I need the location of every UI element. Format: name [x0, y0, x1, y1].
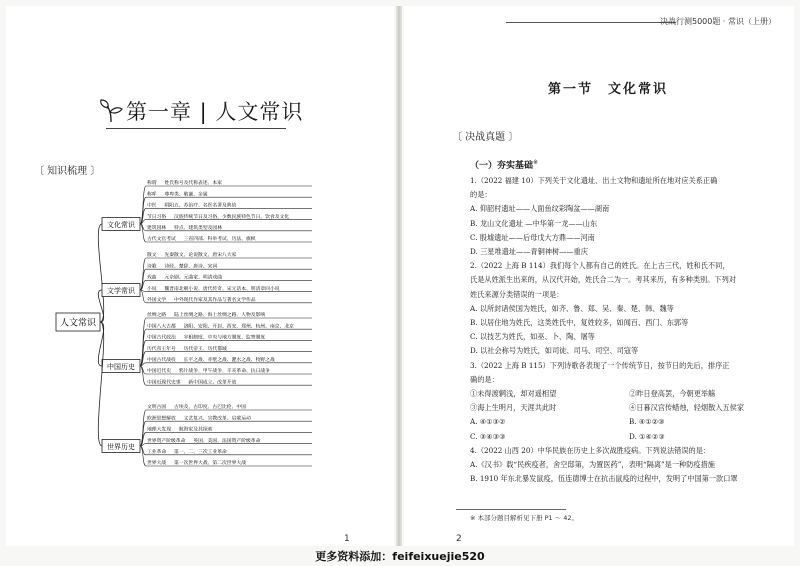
question-line: C. 以技艺为姓氏，如巫、卜、陶、屠等 — [470, 332, 595, 342]
page-number-left: 1 — [344, 534, 350, 544]
running-head-rule — [506, 22, 676, 23]
question-line: B. 以居住地为姓氏，这类姓氏中，复姓较多，如闻百、西门、东郭等 — [470, 318, 689, 328]
leaf-item: 散文 先秦散文、论说散文、唐宋八大家 — [147, 253, 237, 259]
leaf-item: 节日习俗 汉族传统节日及习俗，少数民族特色节日，饮食及文化 — [147, 214, 290, 220]
branch-connector — [140, 366, 146, 374]
branch-connector — [140, 366, 146, 385]
book-gutter — [396, 6, 402, 546]
footnote: ※ 本部分题目解析见下册 P1 ～ 42。 — [470, 514, 579, 522]
leaf-item: 文明古国 古埃及、古印度、古巴比伦、中国 — [147, 405, 246, 411]
branch-node-label: 文学常识 — [107, 287, 135, 295]
answer-choice-row — [470, 415, 788, 429]
question-line: 4.（2022 山西 20）中华民族在历史上多次战胜疫病。下列说法错误的是： — [470, 445, 711, 455]
leaf-item: 小说 魏晋南北朝小说、唐代传奇、宋元话本、明清章回小说 — [147, 286, 280, 292]
leaf-item: 欧洲思想解放 文艺复兴、宗教改革、启蒙运动 — [147, 416, 251, 422]
leaf-item: 建筑园林 特点、建筑类型及园林 — [147, 226, 223, 231]
question-line: A.《汉书》载“民疾疫者，舍空邸第，为置医药”，表明“隔离”是一种防疫措施 — [470, 460, 715, 470]
leaf-item: 丝绸之路 陆上丝绸之路、海上丝绸之路、人物及影响 — [147, 313, 266, 319]
poem-option: ②昨日登高罢，今朝更举觞 — [629, 389, 716, 399]
branch-node-label: 文化常识 — [107, 221, 135, 229]
question-line: 3.（2022 上海 B 115）下列诗歌各表现了一个传统节日，按节日的先后，排序正 — [470, 360, 730, 370]
subheading — [470, 158, 538, 171]
question-line: 确的是： — [470, 374, 499, 384]
poem-option-row — [470, 387, 788, 401]
poem-option: ①未得渡辋浅，却对遥相望 — [470, 389, 557, 399]
root-connector — [98, 322, 103, 446]
answer-choice: C. ③④③③ — [470, 431, 506, 441]
root-node-label: 人文常识 — [59, 318, 97, 329]
question-line: 2.（2022 上海 B 114）我们每个人都有自己的姓氏。在上古三代，姓和氏不同， — [470, 261, 730, 271]
branch-connector — [140, 186, 146, 224]
right-page — [404, 6, 794, 546]
poem-option: ④日暮汉宫传蜡烛，轻烟散入五侯家 — [629, 403, 745, 413]
question-line: B. 龙山文化遗址 —中华第一龙——山东 — [470, 218, 598, 228]
leaf-item: 称谓 姓氏称号及代称表述、本家 — [147, 181, 223, 187]
knowledge-section-label: 〔 知识梳理 〕 — [34, 166, 101, 177]
question-line: 1.（2022 福建 10）下列关于文化遗址、出土文物和遗址所在地对应关系正确 — [470, 176, 718, 185]
question-line: A. 以所封诸侯国为姓氏，如齐、鲁、郑、吴、秦、楚、韩、魏等 — [470, 303, 674, 313]
poem-option-row — [470, 401, 788, 415]
chapter-underline — [106, 128, 286, 129]
mind-map — [6, 6, 394, 546]
leaf-item: 戏曲 元杂剧、元曲家、明清戏曲 — [147, 275, 223, 281]
answer-choice-row — [470, 430, 788, 444]
exam-section-label: 〔 决战真题 〕 — [452, 132, 519, 143]
leaf-item: 诗歌 诗经、楚辞、唐诗、宋词 — [147, 264, 218, 270]
subheading-text: （一）夯实基础 — [470, 161, 534, 171]
left-page — [6, 6, 394, 546]
question-line: 氏是从姓派生出来的，从汉代开始，姓氏合二为一。考其来历，有多种类别。下列对 — [470, 275, 736, 285]
leaf-item: 中国古代政治 宰相制度、中央与地方制度、监察制度 — [147, 335, 266, 341]
answer-choice: A. ④①③② — [470, 417, 506, 427]
footnote-mark: ※ — [533, 159, 539, 166]
leaf-item: 地理大发现 航海家及其探索 — [147, 427, 213, 433]
leaf-item: 中医 阴阳五、苏治疗、名医名著及典故 — [147, 203, 237, 209]
footnote-rule — [456, 509, 566, 510]
question-line: D. 以社会称号为姓氏，如司徒、司马、司空、司寇等 — [470, 346, 639, 356]
chapter-title: 第一章 | 人文常识 — [126, 100, 304, 124]
footer-ad: 更多资料添加：feifeixuejie520 — [315, 550, 485, 563]
answer-choice: B. ④①②③ — [629, 417, 665, 427]
leaf-item: 外国文学 中外现代作家及其作品与著名文学作品 — [147, 298, 256, 303]
leaf-item: 中国八大古都 洛阳、安阳、开封、西安、郑州、杭州、南京、北京 — [147, 324, 294, 330]
leaf-item: 工业革命 第一、二、三次工业革命 — [147, 450, 227, 455]
question-line: D. 三星堆遗址——青铜神树——重庆 — [470, 247, 588, 257]
branch-connector — [140, 446, 146, 466]
sprout-icon — [98, 98, 124, 124]
poem-option: ③海上生明月，天涯共此时 — [470, 403, 557, 413]
page-number-right: 2 — [456, 534, 462, 544]
question-line: 姓氏来源分类错误的一项是： — [470, 289, 564, 299]
leaf-item: 中国近代史 鸦片战争、甲午战争、辛亥革命、抗日战争 — [147, 369, 270, 375]
leaf-item: 中国古代战役 长平之战、赤壁之战、淝水之战、牧野之战 — [147, 358, 275, 363]
leaf-item: 中国近现代史事 新中国成立、改革开放 — [147, 380, 237, 386]
question-line: B. 1910 年东北暴发鼠疫，伍连德博士在抗击鼠疫的过程中，发明了中国第一款口罩 — [470, 474, 738, 484]
branch-node-label: 中国历史 — [107, 363, 135, 371]
answer-choice: D. ①④②③ — [629, 431, 665, 441]
leaf-item: 世界大战 第一次世界大战、第二次世界大战 — [147, 461, 246, 467]
leaf-item: 古代文官考试 三省四部、科举考试、历法、旗帜 — [147, 237, 256, 243]
leaf-item: 称呼 尊卑类、敬谦、亲属 — [147, 192, 208, 198]
running-head: 决战行测5000题 · 常识（上册） — [660, 17, 776, 26]
section-title: 第一节 文化常识 — [548, 82, 669, 97]
leaf-item: 历代帝王年号 历代帝王、历代都城 — [147, 346, 227, 352]
branch-node-label: 世界历史 — [107, 443, 135, 451]
chapter-heading — [98, 96, 303, 126]
question-line: 的是： — [470, 190, 492, 200]
branch-connector — [140, 290, 146, 303]
branch-connector — [140, 224, 146, 231]
leaf-item: 世界资产阶级革命 英国、美国、法国资产阶级革命 — [147, 438, 261, 444]
question-line: A. 仰韶村遗址——人面鱼纹彩陶盆——湖南 — [470, 204, 610, 214]
question-area — [470, 174, 788, 486]
question-line: C. 殷墟遗址——后母戊大方鼎——河南 — [470, 232, 595, 242]
